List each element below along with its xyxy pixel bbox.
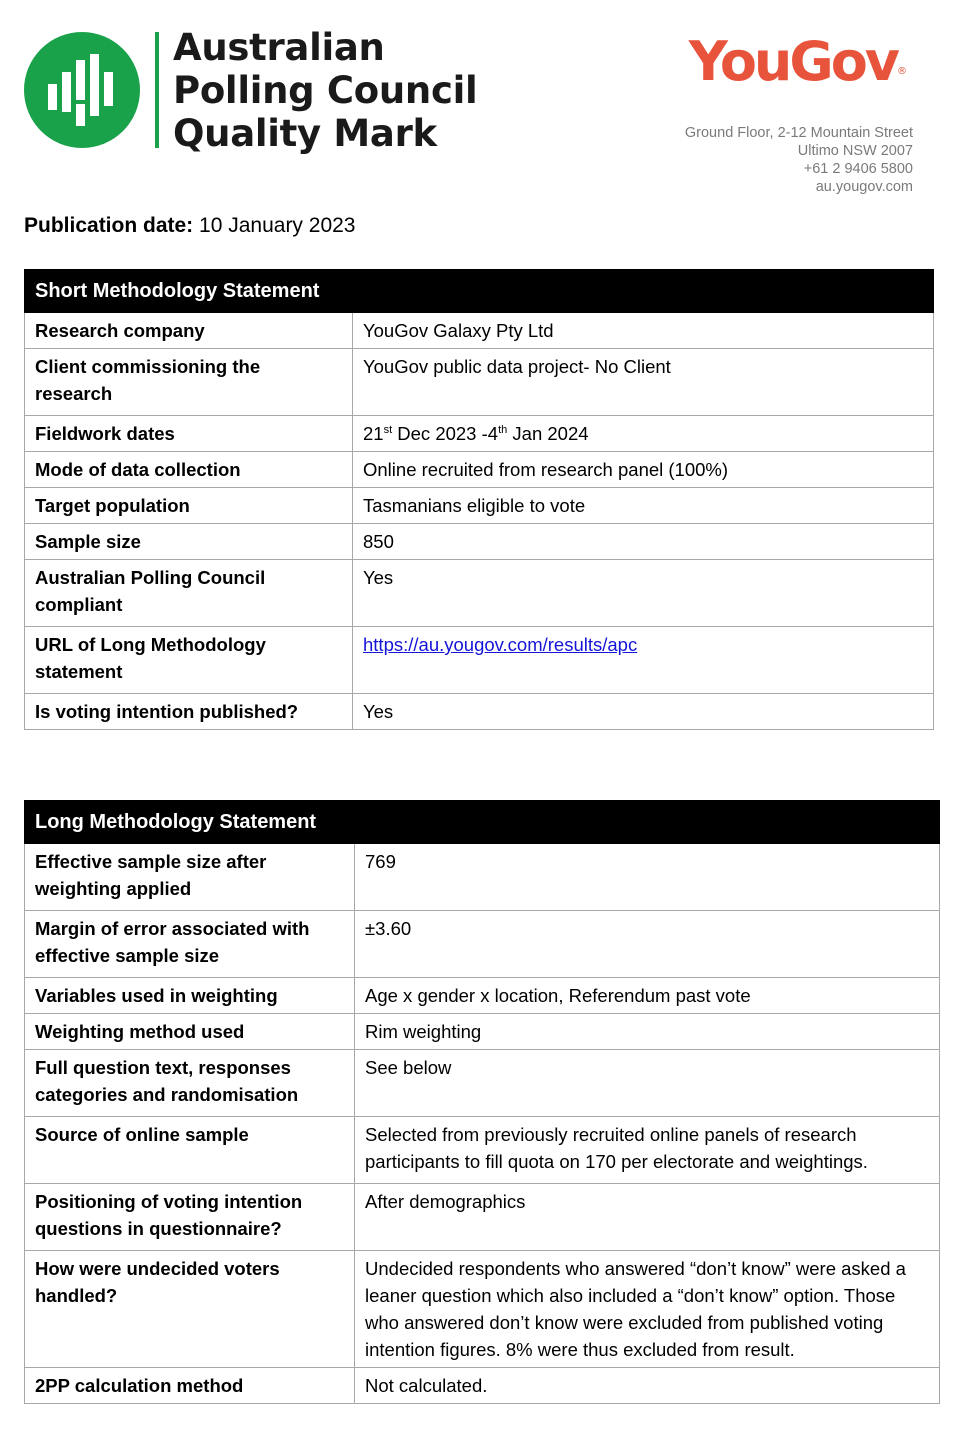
table-row — [25, 416, 934, 452]
address-line: au.yougov.com — [815, 179, 913, 195]
row-label: Target population — [25, 488, 353, 524]
date-part: Dec 2023 -4 — [392, 423, 499, 444]
row-label: How were undecided voters handled? — [25, 1251, 355, 1368]
row-value: Not calculated. — [355, 1368, 940, 1404]
date-part: 21 — [363, 423, 384, 444]
row-value: 769 — [355, 844, 940, 911]
row-value: YouGov Galaxy Pty Ltd — [353, 313, 934, 349]
table-row — [25, 488, 934, 524]
row-value: Rim weighting — [355, 1014, 940, 1050]
ordinal-suffix: th — [498, 423, 508, 436]
table-row — [25, 524, 934, 560]
table-row — [25, 911, 940, 978]
row-label: Fieldwork dates — [25, 416, 353, 452]
apc-title-line: Australian — [173, 26, 385, 69]
row-label: Weighting method used — [25, 1014, 355, 1050]
publication-date-value: 10 January 2023 — [199, 214, 356, 237]
table-row — [25, 452, 934, 488]
row-label: Mode of data collection — [25, 452, 353, 488]
table-row — [25, 1251, 940, 1368]
ordinal-suffix: st — [383, 423, 393, 436]
table-row — [25, 1117, 940, 1184]
table-row — [25, 349, 934, 416]
table-row — [25, 694, 934, 730]
yougov-logo — [689, 30, 907, 94]
row-label: Variables used in weighting — [25, 978, 355, 1014]
date-part: Jan 2024 — [507, 423, 589, 444]
address-line: +61 2 9406 5800 — [803, 161, 913, 177]
apc-title-line: Polling Council — [173, 69, 478, 112]
row-label: Full question text, responses categories and randomisation — [25, 1050, 355, 1117]
apc-quality-mark-logo-icon — [24, 32, 140, 148]
row-value: Undecided respondents who answered “don’t know” were asked a leaner question which also included a “don’t know” option. Those who answered don’t know were excluded from published voting intention figures. 8% were thus excluded from result. — [355, 1251, 940, 1368]
apc-title — [173, 26, 477, 155]
row-label: Effective sample size after weighting applied — [25, 844, 355, 911]
row-label: Australian Polling Council compliant — [25, 560, 353, 627]
row-value: Selected from previously recruited online panels of research participants to fill quota on 170 per electorate and weightings. — [355, 1117, 940, 1184]
row-label: Margin of error associated with effective sample size — [25, 911, 355, 978]
table-row — [25, 844, 940, 911]
row-value: Yes — [353, 560, 934, 627]
short-methodology-table — [24, 269, 934, 730]
table-row — [25, 1368, 940, 1404]
long-methodology-link[interactable]: https://au.yougov.com/results/apc — [363, 634, 638, 655]
company-address — [685, 124, 913, 196]
row-label: Research company — [25, 313, 353, 349]
table-row — [25, 1014, 940, 1050]
row-label: Source of online sample — [25, 1117, 355, 1184]
row-value: See below — [355, 1050, 940, 1117]
address-line: Ultimo NSW 2007 — [797, 143, 913, 159]
table-row — [25, 627, 934, 694]
row-value: After demographics — [355, 1184, 940, 1251]
row-label: URL of Long Methodology statement — [25, 627, 353, 694]
row-value: Tasmanians eligible to vote — [353, 488, 934, 524]
row-value — [353, 627, 934, 694]
row-value: Yes — [353, 694, 934, 730]
publication-date-label: Publication date: — [24, 214, 194, 237]
table-row — [25, 560, 934, 627]
row-value: Age x gender x location, Referendum past vote — [355, 978, 940, 1014]
address-line: Ground Floor, 2-12 Mountain Street — [684, 125, 913, 141]
row-label: Client commissioning the research — [25, 349, 353, 416]
row-label: Is voting intention published? — [25, 694, 353, 730]
table-row — [25, 978, 940, 1014]
row-label: Sample size — [25, 524, 353, 560]
row-label: Positioning of voting intention questions in questionnaire? — [25, 1184, 355, 1251]
publication-date — [24, 214, 356, 238]
fieldwork-dates-value — [353, 416, 934, 452]
row-value: Online recruited from research panel (100%) — [353, 452, 934, 488]
table-row — [25, 1050, 940, 1117]
registered-mark: ® — [897, 66, 907, 77]
long-methodology-table — [24, 800, 940, 1404]
row-value: 850 — [353, 524, 934, 560]
table-row — [25, 313, 934, 349]
row-label: 2PP calculation method — [25, 1368, 355, 1404]
logo-divider — [155, 32, 159, 148]
table-row — [25, 1184, 940, 1251]
row-value: YouGov public data project- No Client — [353, 349, 934, 416]
apc-title-line: Quality Mark — [173, 112, 437, 155]
table-heading: Short Methodology Statement — [25, 270, 934, 313]
table-heading: Long Methodology Statement — [25, 801, 940, 844]
row-value: ±3.60 — [355, 911, 940, 978]
yougov-logo-text: YouGov — [688, 30, 897, 93]
